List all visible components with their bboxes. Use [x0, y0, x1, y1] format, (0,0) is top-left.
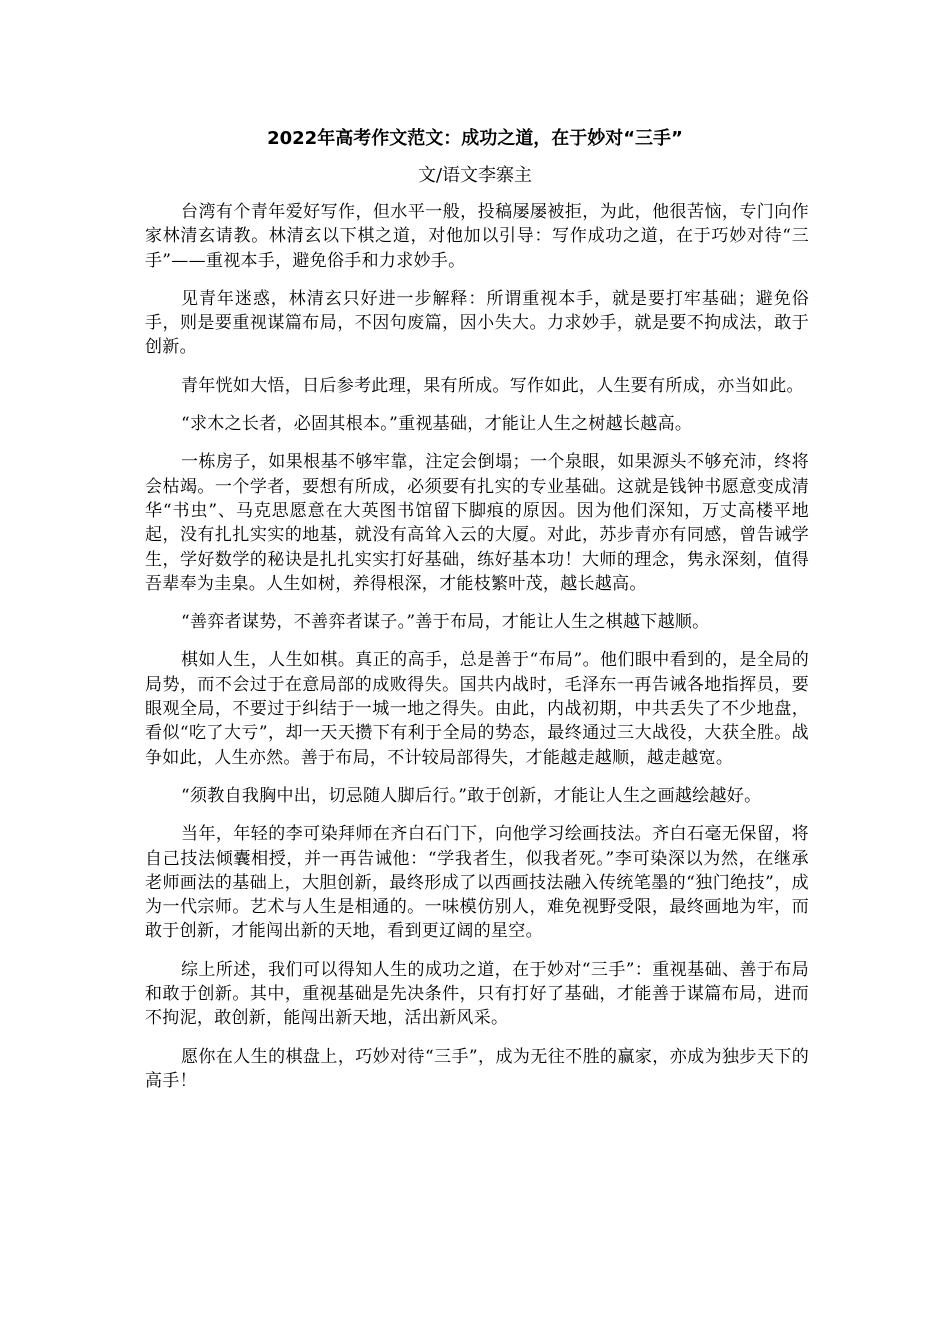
paragraph: 见青年迷惑，林清玄只好进一步解释：所谓重视本手，就是要打牢基础；避免俗手，则是要重视谋篇布局，不因句废篇，因小失大。力求妙手，就是要不拘成法，敢于创新。	[145, 288, 809, 358]
document-body	[145, 200, 809, 1107]
paragraph: “求木之长者，必固其根本。”重视基础，才能让人生之树越长越高。	[181, 414, 693, 435]
paragraph: 台湾有个青年爱好写作，但水平一般，投稿屡屡被拒，为此，他很苦恼，专门向作家林清玄请教。林清玄以下棋之道，对他加以引导：写作成功之道，在于巧妙对待“三手”——重视本手，避免俗手和力求妙手。	[145, 202, 809, 271]
document-title: 2022年高考作文范文：成功之道，在于妙对“三手”	[267, 128, 683, 149]
paragraph: 一栋房子，如果根基不够牢靠，注定会倒塌；一个泉眼，如果源头不够充沛，终将会枯竭。一个学者，要想有所成，必须要有扎实的专业基础。这就是钱钟书愿意变成清华“书虫”、马克思愿意在大英图书馆留下脚痕的原因。因为他们深知，万丈高楼平地起，没有扎扎实实的地基，就没有高耸入云的大厦。对此，苏步青亦有同感，曾告诫学生，学好数学的秘诀是扎扎实实打好基础，练好基本功！大师的理念，隽永深刻，值得吾辈奉为圭臬。人生如树，养得根深，才能枝繁叶茂，越长越高。	[145, 452, 809, 594]
paragraph: 当年，年轻的李可染拜师在齐白石门下，向他学习绘画技法。齐白石毫无保留，将自己技法倾囊相授，并一再告诫他：“学我者生，似我者死。”李可染深以为然，在继承老师画法的基础上，大胆创新，最终形成了以西画技法融入传统笔墨的“独门绝技”，成为一代宗师。艺术与人生是相通的。一味模仿别人，难免视野受限，最终画地为牢，而敢于创新，才能闯出新的天地，看到更辽阔的星空。	[145, 824, 809, 942]
paragraph: 棋如人生，人生如棋。真正的高手，总是善于“布局”。他们眼中看到的，是全局的局势，而不会过于在意局部的成败得失。国共内战时，毛泽东一再告诫各地指挥员，要眼观全局，不要过于纠结于一城一地之得失。由此，内战初期，中共丢失了不少地盘，看似“吃了大亏”，却一天天攒下有利于全局的势态，最终通过三大战役，大获全胜。战争如此，人生亦然。善于布局，不计较局部得失，才能越走越顺，越走越宽。	[145, 650, 809, 768]
paragraph: 愿你在人生的棋盘上，巧妙对待“三手”，成为无往不胜的赢家，亦成为独步天下的高手！	[145, 1046, 809, 1091]
document-author: 文/语文李寨主	[417, 165, 533, 186]
paragraph: “须教自我胸中出，切忌随人脚后行。”敢于创新，才能让人生之画越绘越好。	[181, 785, 762, 806]
paragraph: 青年恍如大悟，日后参考此理，果有所成。写作如此，人生要有所成，亦当如此。	[181, 375, 804, 396]
paragraph: “善弈者谋势，不善弈者谋子。”善于布局，才能让人生之棋越下越顺。	[181, 612, 710, 633]
paragraph: 综上所述，我们可以得知人生的成功之道，在于妙对“三手”：重视基础、善于布局和敢于创新。其中，重视基础是先决条件，只有打好了基础，才能善于谋篇布局，进而不拘泥，敢创新，能闯出新天地，活出新风采。	[145, 959, 809, 1029]
